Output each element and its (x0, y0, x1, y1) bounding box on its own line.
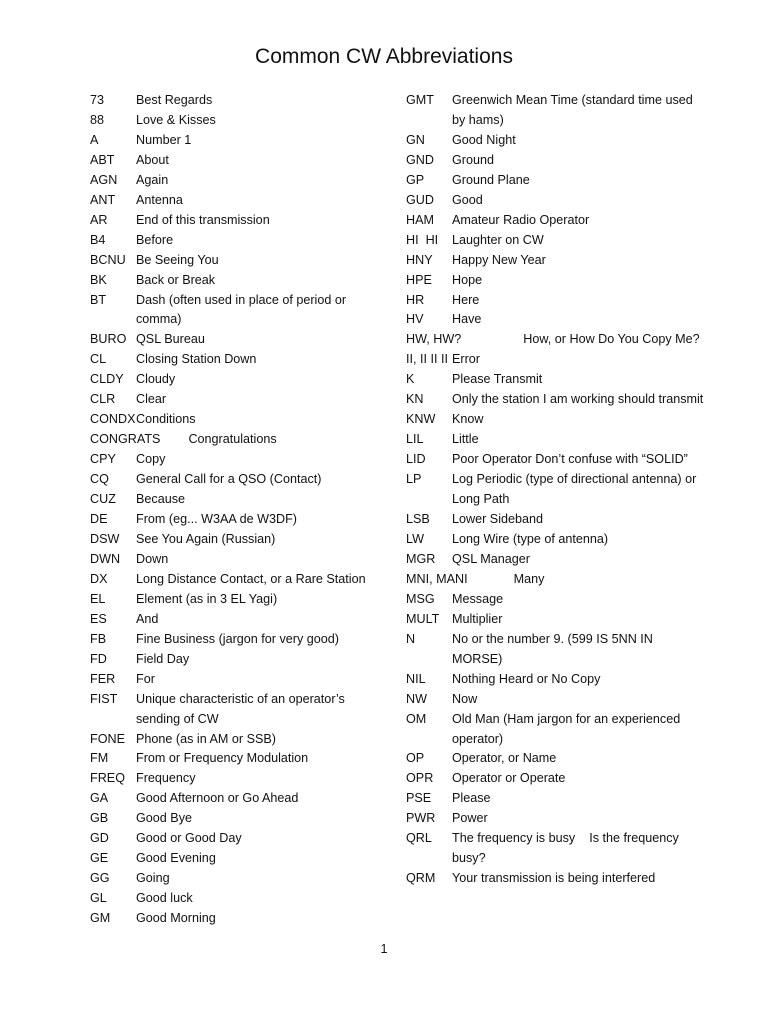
abbreviation-code: NIL (406, 671, 426, 686)
abbreviation-entry (90, 211, 385, 231)
abbreviation-entry (406, 410, 706, 430)
abbreviation-entry (90, 849, 385, 869)
abbreviation-entry (90, 490, 385, 510)
abbreviation-code: BK (90, 272, 107, 287)
abbreviation-code: FD (90, 651, 107, 666)
abbreviation-code: FIST (90, 691, 118, 706)
abbreviation-code: ES (90, 611, 107, 626)
abbreviation-entry (90, 251, 385, 271)
abbreviation-meaning: Poor Operator Don’t confuse with “SOLID” (452, 452, 688, 467)
abbreviation-meaning: General Call for a QSO (Contact) (136, 472, 322, 487)
abbreviation-code: GG (90, 871, 110, 886)
abbreviation-meaning: Little (452, 432, 479, 447)
abbreviation-entry (406, 789, 706, 809)
abbreviation-meaning: Field Day (136, 651, 190, 666)
abbreviation-code: PSE (406, 791, 432, 806)
abbreviation-entry (90, 610, 385, 630)
abbreviation-meaning: Here (452, 292, 480, 307)
abbreviation-meaning: Old Man (Ham jargon for an experienced operator) (452, 711, 681, 746)
abbreviation-meaning: QSL Manager (452, 551, 530, 566)
page-number: 1 (380, 942, 388, 956)
abbreviation-code: BCNU (90, 252, 126, 267)
abbreviation-entry (406, 710, 706, 750)
abbreviation-entry (90, 171, 385, 191)
abbreviation-entry (406, 191, 706, 211)
abbreviation-meaning: Phone (as in AM or SSB) (136, 731, 276, 746)
abbreviation-entry (90, 730, 385, 750)
abbreviation-meaning: Now (452, 691, 478, 706)
abbreviation-code: ANT (90, 192, 116, 207)
abbreviation-entry (90, 510, 385, 530)
abbreviation-code: GB (90, 811, 109, 826)
abbreviation-code: CLDY (90, 372, 124, 387)
abbreviation-code: HV (406, 312, 424, 327)
abbreviation-meaning: End of this transmission (136, 212, 270, 227)
abbreviation-meaning: Amateur Radio Operator (452, 212, 590, 227)
abbreviation-meaning: Dash (often used in place of period or comma) (136, 292, 347, 327)
abbreviation-meaning: Log Periodic (type of directional antenna) or Long Path (452, 472, 697, 507)
abbreviation-code: DE (90, 512, 108, 527)
abbreviation-entry (90, 111, 385, 131)
abbreviation-code: PWR (406, 811, 436, 826)
abbreviation-code: LID (406, 452, 426, 467)
abbreviation-code: GND (406, 152, 434, 167)
abbreviation-entry (406, 390, 706, 410)
abbreviation-meaning: Copy (136, 452, 166, 467)
abbreviation-meaning: See You Again (Russian) (136, 531, 276, 546)
abbreviation-meaning: Again (136, 172, 169, 187)
abbreviation-entry (90, 550, 385, 570)
abbreviation-entry (406, 310, 706, 330)
abbreviation-meaning: Be Seeing You (136, 252, 219, 267)
abbreviation-code: CONDX (90, 412, 136, 427)
abbreviation-code: GUD (406, 192, 434, 207)
abbreviation-meaning: No or the number 9. (599 IS 5NN IN MORSE) (452, 631, 653, 666)
abbreviation-code: 88 (90, 112, 105, 127)
abbreviation-entry (406, 151, 706, 171)
abbreviation-code: K (406, 372, 415, 387)
abbreviation-code: HPE (406, 272, 432, 287)
abbreviation-code: AGN (90, 172, 118, 187)
abbreviation-meaning: Nothing Heard or No Copy (452, 671, 601, 686)
abbreviation-meaning: Good or Good Day (136, 831, 242, 846)
abbreviation-meaning: Before (136, 232, 174, 247)
abbreviation-meaning: The frequency is busy Is the frequency busy? (452, 831, 683, 866)
abbreviation-meaning: Antenna (136, 192, 183, 207)
abbreviation-code: CONGRATS (90, 432, 161, 447)
abbreviation-meaning: Your transmission is being interfered (452, 871, 656, 886)
abbreviation-meaning: Error (452, 352, 480, 367)
abbreviation-code: GD (90, 831, 109, 846)
abbreviation-meaning: Love & Kisses (136, 112, 216, 127)
abbreviation-entry (406, 670, 706, 690)
abbreviation-entry (90, 450, 385, 470)
abbreviation-entry (90, 789, 385, 809)
abbreviation-code: II, II II II (406, 352, 448, 367)
abbreviation-code: NW (406, 691, 427, 706)
abbreviation-meaning: Know (452, 412, 484, 427)
abbreviation-code: HI HI (406, 232, 439, 247)
abbreviation-entry (90, 670, 385, 690)
abbreviation-code: HW, HW? (406, 332, 462, 347)
abbreviation-meaning: From (eg... W3AA de W3DF) (136, 512, 297, 527)
abbreviation-entry (406, 291, 706, 311)
abbreviation-code: B4 (90, 232, 106, 247)
page-title: Common CW Abbreviations (255, 45, 513, 68)
abbreviation-code: FER (90, 671, 116, 686)
abbreviation-entry (90, 191, 385, 211)
abbreviation-code: GN (406, 132, 425, 147)
abbreviation-entry (406, 690, 706, 710)
abbreviation-entry (406, 171, 706, 191)
abbreviation-meaning: Number 1 (136, 132, 192, 147)
abbreviation-meaning: Long Distance Contact, or a Rare Station (136, 571, 366, 586)
abbreviation-code: DWN (90, 551, 121, 566)
abbreviation-entry (90, 131, 385, 151)
abbreviation-entry (90, 909, 385, 929)
abbreviation-meaning: Please (452, 791, 491, 806)
abbreviation-code: HNY (406, 252, 433, 267)
abbreviation-entry (406, 809, 706, 829)
abbreviation-meaning: Hope (452, 272, 483, 287)
abbreviation-meaning: Power (452, 811, 488, 826)
abbreviation-entry (406, 350, 706, 370)
abbreviation-meaning: Happy New Year (452, 252, 546, 267)
abbreviation-code: CQ (90, 472, 109, 487)
abbreviation-code: GE (90, 851, 109, 866)
abbreviation-entry (90, 869, 385, 889)
abbreviation-entry (406, 450, 706, 470)
abbreviation-meaning: Lower Sideband (452, 512, 544, 527)
abbreviation-code: GMT (406, 93, 434, 107)
abbreviation-code: DX (90, 571, 108, 586)
abbreviation-meaning: Long Wire (type of antenna) (452, 531, 609, 546)
abbreviation-code: AR (90, 212, 108, 227)
abbreviation-entry (406, 630, 706, 670)
abbreviation-code: LW (406, 531, 424, 546)
abbreviation-meaning: Best Regards (136, 93, 213, 107)
abbreviation-meaning: Clear (136, 392, 167, 407)
abbreviation-code: HAM (406, 212, 434, 227)
abbreviation-entry (90, 271, 385, 291)
abbreviation-entry (90, 749, 385, 769)
abbreviation-entry (406, 231, 706, 251)
abbreviation-code: CPY (90, 452, 116, 467)
abbreviation-meaning: QSL Bureau (136, 332, 205, 347)
abbreviation-code: FM (90, 751, 109, 766)
abbreviation-entry (90, 630, 385, 650)
abbreviation-meaning: Down (136, 551, 169, 566)
abbreviation-meaning: Ground (452, 152, 495, 167)
abbreviation-meaning: Operator or Operate (452, 771, 566, 786)
abbreviation-code: OPR (406, 771, 434, 786)
abbreviation-code: OP (406, 751, 425, 766)
abbreviation-meaning: Closing Station Down (136, 352, 257, 367)
abbreviation-entry (406, 769, 706, 789)
abbreviation-meaning: Many (513, 571, 545, 586)
abbreviation-entry (90, 291, 385, 331)
abbreviation-meaning: Element (as in 3 EL Yagi) (136, 591, 278, 606)
abbreviation-meaning: Ground Plane (452, 172, 530, 187)
abbreviation-code: OM (406, 711, 427, 726)
abbreviation-meaning: Please Transmit (452, 372, 543, 387)
abbreviation-meaning: About (136, 152, 169, 167)
abbreviation-code: DSW (90, 531, 120, 546)
abbreviation-entry (90, 570, 385, 590)
abbreviation-code: BT (90, 292, 107, 307)
abbreviation-entry (90, 151, 385, 171)
abbreviation-entry (406, 570, 706, 590)
abbreviation-meaning: For (136, 671, 155, 686)
abbreviation-entry (90, 330, 385, 350)
abbreviation-entry (406, 829, 706, 869)
abbreviation-code: 73 (90, 93, 105, 107)
abbreviation-code: MSG (406, 591, 435, 606)
abbreviation-meaning: Fine Business (jargon for very good) (136, 631, 339, 646)
abbreviation-meaning: Greenwich Mean Time (standard time used by hams) (452, 93, 693, 127)
abbreviation-meaning: Good Evening (136, 851, 216, 866)
abbreviation-code: N (406, 631, 416, 646)
abbreviation-meaning: Going (136, 871, 170, 886)
abbreviation-meaning: Congratulations (188, 432, 277, 447)
abbreviation-meaning: How, or How Do You Copy Me? (523, 332, 700, 347)
abbreviation-meaning: Only the station I am working should transmit (452, 392, 704, 407)
abbreviation-meaning: Multiplier (452, 611, 503, 626)
abbreviation-code: QRL (406, 831, 432, 846)
abbreviation-meaning: Back or Break (136, 272, 216, 287)
abbreviation-entry (406, 91, 706, 131)
abbreviation-entry (90, 590, 385, 610)
abbreviation-code: CL (90, 352, 107, 367)
abbreviation-entry (406, 211, 706, 231)
abbreviation-code: FREQ (90, 771, 125, 786)
abbreviation-meaning: Good Afternoon or Go Ahead (136, 791, 299, 806)
abbreviation-entry (406, 510, 706, 530)
abbreviation-entry (90, 470, 385, 490)
abbreviation-code: MGR (406, 551, 436, 566)
abbreviation-entry (90, 530, 385, 550)
abbreviation-entry (90, 231, 385, 251)
abbreviation-code: MNI, MANI (406, 571, 468, 586)
abbreviation-entry (406, 869, 706, 889)
abbreviation-code: BURO (90, 332, 127, 347)
abbreviation-meaning: Good Bye (136, 811, 193, 826)
abbreviation-meaning: Good Morning (136, 911, 216, 926)
abbreviation-code: GM (90, 911, 111, 926)
abbreviation-code: FONE (90, 731, 125, 746)
abbreviation-code: LSB (406, 512, 430, 527)
abbreviation-entry (90, 390, 385, 410)
abbreviation-meaning: Operator, or Name (452, 751, 557, 766)
abbreviation-code: CLR (90, 392, 116, 407)
abbreviation-meaning: Have (452, 312, 482, 327)
abbreviation-meaning: Message (452, 591, 504, 606)
abbreviation-code: FB (90, 631, 107, 646)
abbreviation-entry (406, 590, 706, 610)
abbreviation-entry (90, 650, 385, 670)
abbreviation-entry (90, 769, 385, 789)
abbreviation-meaning: From or Frequency Modulation (136, 751, 309, 766)
abbreviation-entry (406, 430, 706, 450)
abbreviation-code: QRM (406, 871, 436, 886)
abbreviation-code: LIL (406, 432, 424, 447)
abbreviation-entry (90, 809, 385, 829)
abbreviation-entry (406, 610, 706, 630)
abbreviation-entry (90, 690, 385, 730)
abbreviation-code: GA (90, 791, 109, 806)
abbreviation-code: EL (90, 591, 106, 606)
abbreviation-meaning: Good (452, 192, 483, 207)
abbreviation-code: GP (406, 172, 425, 187)
abbreviation-code: A (90, 132, 99, 147)
abbreviation-meaning: Cloudy (136, 372, 176, 387)
abbreviation-entry (406, 550, 706, 570)
abbreviation-entry (90, 410, 385, 430)
abbreviation-entry (406, 271, 706, 291)
abbreviation-entry (406, 330, 706, 350)
abbreviation-meaning: Unique characteristic of an operator’s sending of CW (136, 691, 345, 726)
abbreviation-code: KNW (406, 412, 436, 427)
abbreviation-entry (90, 430, 385, 450)
abbreviation-meaning: Laughter on CW (452, 232, 544, 247)
abbreviation-meaning: Conditions (136, 412, 196, 427)
abbreviation-code: LP (406, 472, 422, 487)
abbreviation-list-left (90, 91, 385, 929)
abbreviation-entry (406, 370, 706, 390)
abbreviation-entry (406, 470, 706, 510)
abbreviation-code: KN (406, 392, 424, 407)
abbreviation-entry (90, 889, 385, 909)
abbreviation-entry (90, 829, 385, 849)
abbreviation-entry (406, 131, 706, 151)
abbreviation-code: CUZ (90, 492, 116, 507)
abbreviation-code: ABT (90, 152, 115, 167)
abbreviation-entry (406, 749, 706, 769)
abbreviation-meaning: Because (136, 492, 186, 507)
abbreviation-list-right (406, 91, 706, 889)
abbreviation-entry (406, 530, 706, 550)
abbreviation-entry (90, 370, 385, 390)
abbreviation-meaning: Good Night (452, 132, 516, 147)
abbreviation-code: HR (406, 292, 425, 307)
abbreviation-code: MULT (406, 611, 440, 626)
abbreviation-meaning: Good luck (136, 891, 193, 906)
abbreviation-meaning: Frequency (136, 771, 196, 786)
abbreviation-meaning: And (136, 611, 159, 626)
abbreviation-entry (406, 251, 706, 271)
abbreviation-entry (90, 350, 385, 370)
abbreviation-code: GL (90, 891, 107, 906)
abbreviation-entry (90, 91, 385, 111)
